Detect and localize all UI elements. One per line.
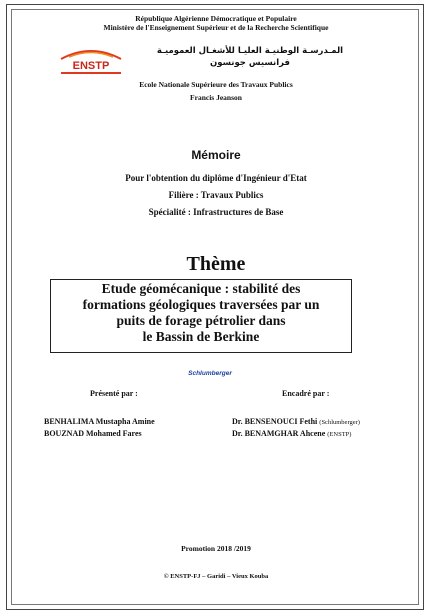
supervisor-1 — [232, 417, 360, 426]
encadre-label: Encadré par : — [282, 389, 330, 398]
theme-line-2: formations géologiques traversées par un — [82, 297, 320, 312]
memoire-title: Mémoire — [191, 148, 241, 162]
supervisor-2 — [232, 429, 351, 438]
theme-text — [50, 281, 352, 345]
school-name: Ecole Nationale Supérieure des Travaux Publics — [139, 80, 293, 89]
theme-label: Thème — [186, 253, 246, 275]
republic-line: République Algérienne Démocratique et Populaire — [135, 14, 297, 23]
footer: © ENSTP-FJ – Garidi – Vieux Kouba — [163, 573, 269, 580]
arabic-school-name — [150, 46, 350, 68]
specialite-line: Spécialité : Infrastructures de Base — [148, 207, 284, 217]
theme-line-4: le Bassin de Berkine — [142, 329, 260, 344]
supervisor-2-affiliation: (ENSTP) — [327, 431, 352, 438]
ministry-line: Ministère de l'Enseignement Supérieur et de la Recherche Scientifique — [103, 23, 329, 32]
supervisor-1-affiliation: (Schlumberger) — [319, 419, 360, 426]
obtention-line: Pour l'obtention du diplôme d'Ingénieur d'Etat — [125, 173, 307, 183]
francis-jeanson: Francis Jeanson — [190, 93, 242, 102]
supervisor-2-name: Dr. BENAMGHAR Ahcene — [232, 429, 326, 438]
supervisor-1-name: Dr. BENSENOUCI Fethi — [232, 417, 318, 426]
arabic-line-1: المـدرسـة الوطنيـة العليـا للأشغـال العموميـة — [156, 46, 344, 56]
student-2: BOUZNAD Mohamed Fares — [44, 429, 142, 438]
arabic-line-2: فرانسيس جونسون — [210, 58, 290, 68]
student-1: BENHALIMA Mustapha Amine — [44, 417, 155, 426]
logo-text: ENSTP — [72, 60, 110, 72]
filiere-line: Filière : Travaux Publics — [168, 190, 264, 200]
schlumberger-logo: Schlumberger — [188, 370, 232, 377]
theme-line-1: Etude géomécanique : stabilité des — [101, 281, 301, 296]
presente-label: Présenté par : — [90, 389, 138, 398]
theme-line-3: puits de forage pétrolier dans — [116, 313, 286, 328]
promotion: Promotion 2018 /2019 — [181, 544, 251, 553]
enstp-logo — [55, 45, 127, 79]
